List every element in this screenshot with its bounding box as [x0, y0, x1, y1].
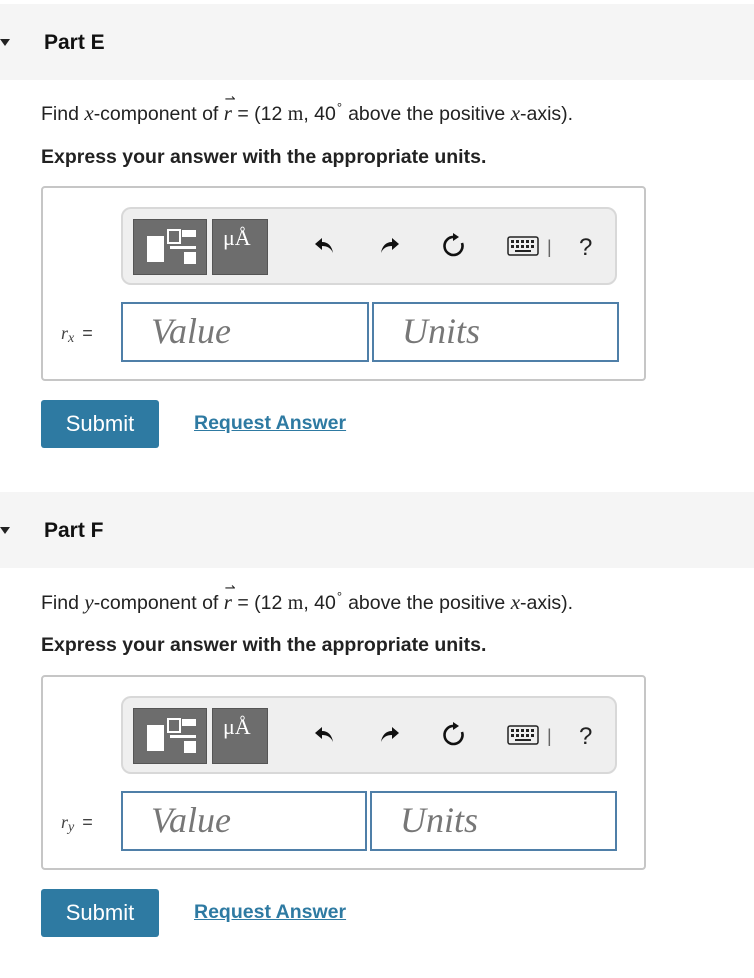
part-e-question: Find x-component of ⇀ r = (12 m, 40° above the positive x-axis).	[41, 92, 574, 125]
units-button[interactable]	[212, 708, 268, 764]
templates-icon	[134, 220, 208, 276]
keyboard-icon[interactable]	[507, 725, 539, 745]
math-toolbar	[121, 696, 617, 774]
part-e-title: Part E	[44, 31, 105, 54]
units-icon: μÅ	[223, 225, 251, 250]
help-icon[interactable]: ?	[579, 234, 593, 261]
part-e-answer-box	[41, 186, 646, 381]
redo-icon[interactable]	[377, 233, 401, 257]
math-toolbar	[121, 207, 617, 285]
variable-label-ry: ry =	[61, 812, 93, 835]
templates-button[interactable]	[133, 219, 207, 275]
part-f-title: Part F	[44, 519, 104, 542]
units-icon: μÅ	[223, 714, 251, 739]
collapse-caret-icon[interactable]	[0, 527, 10, 534]
part-f-instruction: Express your answer with the appropriate units.	[41, 634, 487, 656]
templates-icon	[134, 709, 208, 765]
keyboard-icon[interactable]	[507, 236, 539, 256]
part-f-header[interactable]	[0, 492, 754, 568]
part-e-instruction: Express your answer with the appropriate units.	[41, 146, 487, 168]
toolbar-separator: |	[547, 726, 552, 746]
units-input[interactable]: Units	[372, 302, 619, 362]
part-e-header[interactable]	[0, 4, 754, 80]
redo-icon[interactable]	[377, 722, 401, 746]
help-icon[interactable]: ?	[579, 723, 593, 750]
units-button[interactable]	[212, 219, 268, 275]
templates-button[interactable]	[133, 708, 207, 764]
reset-icon[interactable]	[441, 233, 467, 259]
request-answer-link[interactable]: Request Answer	[194, 901, 347, 923]
units-input[interactable]: Units	[370, 791, 617, 851]
part-f-question: Find y-component of ⇀ r = (12 m, 40° above the positive x-axis).	[41, 581, 574, 614]
toolbar-separator: |	[547, 237, 552, 257]
collapse-caret-icon[interactable]	[0, 39, 10, 46]
variable-label-rx: rx =	[61, 323, 93, 346]
submit-button[interactable]: Submit	[41, 400, 159, 448]
undo-icon[interactable]	[313, 722, 337, 746]
submit-button[interactable]: Submit	[41, 889, 159, 937]
value-input[interactable]: Value	[121, 302, 369, 362]
part-f-answer-box	[41, 675, 646, 870]
undo-icon[interactable]	[313, 233, 337, 257]
reset-icon[interactable]	[441, 722, 467, 748]
request-answer-link[interactable]: Request Answer	[194, 412, 347, 434]
value-input[interactable]: Value	[121, 791, 367, 851]
